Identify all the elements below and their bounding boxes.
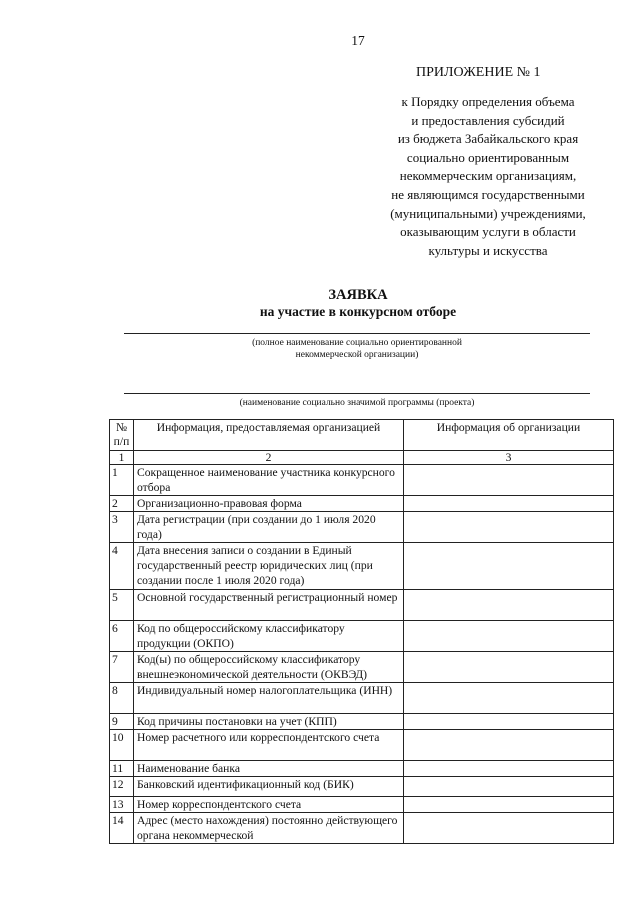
appendix-title: ПРИЛОЖЕНИЕ № 1 [416, 65, 541, 80]
row-value-cell[interactable] [404, 512, 614, 543]
row-value-cell[interactable] [404, 813, 614, 844]
row-label: Основной государственный регистрационный номер [134, 590, 404, 621]
program-name-line [124, 393, 590, 394]
row-label: Организационно-правовая форма [134, 496, 404, 512]
row-number: 6 [110, 621, 134, 652]
row-value-cell[interactable] [404, 761, 614, 777]
table-header-row [110, 420, 614, 451]
organization-info-table [109, 419, 614, 844]
caption-line: (полное наименование социально ориентированной [252, 338, 462, 348]
row-number: 10 [110, 730, 134, 761]
row-label: Дата регистрации (при создании до 1 июля 2020 года) [134, 512, 404, 543]
appendix-line: (муниципальными) учреждениями, [390, 205, 586, 221]
table-row [110, 465, 614, 496]
table-row [110, 652, 614, 683]
table-row [110, 590, 614, 621]
table-row [110, 813, 614, 844]
table-row [110, 496, 614, 512]
row-number: 2 [110, 496, 134, 512]
header-info-about: Информация об организации [404, 420, 614, 451]
row-value-cell[interactable] [404, 714, 614, 730]
appendix-line: из бюджета Забайкальского края [397, 131, 579, 147]
row-label: Дата внесения записи о создании в Единый государственный реестр юридических лиц (при создании после 1 июля 2020 года) [134, 543, 404, 590]
row-value-cell[interactable] [404, 590, 614, 621]
row-label: Номер расчетного или корреспондентского счета [134, 730, 404, 761]
column-number: 2 [134, 451, 404, 465]
document-title: ЗАЯВКА [328, 287, 388, 303]
column-number: 3 [404, 451, 614, 465]
row-number: 5 [110, 590, 134, 621]
row-number: 13 [110, 797, 134, 813]
row-number: 7 [110, 652, 134, 683]
page-number: 17 [351, 33, 365, 48]
appendix-line: социально ориентированным [406, 149, 570, 165]
row-label: Код причины постановки на учет (КПП) [134, 714, 404, 730]
row-value-cell[interactable] [404, 652, 614, 683]
row-label: Адрес (место нахождения) постоянно действующего органа некоммерческой [134, 813, 404, 844]
row-value-cell[interactable] [404, 797, 614, 813]
organization-name-caption [124, 338, 590, 361]
column-number-row [110, 451, 614, 465]
row-label: Банковский идентификационный код (БИК) [134, 777, 404, 797]
program-name-caption: (наименование социально значимой программы (проекта) [239, 398, 475, 408]
row-value-cell[interactable] [404, 777, 614, 797]
row-value-cell[interactable] [404, 543, 614, 590]
row-value-cell[interactable] [404, 496, 614, 512]
row-number: 12 [110, 777, 134, 797]
column-number: 1 [110, 451, 134, 465]
row-value-cell[interactable] [404, 683, 614, 714]
row-label: Номер корреспондентского счета [134, 797, 404, 813]
document-subtitle: на участие в конкурсном отборе [259, 304, 457, 319]
appendix-line: оказывающим услуги в области [400, 224, 576, 240]
header-number: № п/п [110, 420, 134, 451]
table-row [110, 730, 614, 761]
appendix-line: культуры и искусства [428, 242, 548, 258]
row-number: 3 [110, 512, 134, 543]
appendix-line: не являющимся государственными [391, 186, 585, 202]
table-row [110, 543, 614, 590]
table-row [110, 777, 614, 797]
row-label: Наименование банка [134, 761, 404, 777]
caption-line: некоммерческой организации) [295, 349, 419, 360]
row-label: Сокращенное наименование участника конкурсного отбора [134, 465, 404, 496]
row-number: 1 [110, 465, 134, 496]
appendix-line: и предоставления субсидий [411, 112, 565, 128]
appendix-line: некоммерческим организациям, [399, 168, 577, 184]
table-row [110, 683, 614, 714]
appendix-line: к Порядку определения объема [401, 94, 575, 109]
row-value-cell[interactable] [404, 621, 614, 652]
row-number: 9 [110, 714, 134, 730]
table-row [110, 621, 614, 652]
row-value-cell[interactable] [404, 730, 614, 761]
appendix-body [368, 93, 608, 260]
row-number: 14 [110, 813, 134, 844]
table-row [110, 761, 614, 777]
row-number: 4 [110, 543, 134, 590]
table-row [110, 797, 614, 813]
header-info-provided: Информация, предоставляемая организацией [134, 420, 404, 451]
row-label: Код(ы) по общероссийскому классификатору внешнеэкономической деятельности (ОКВЭД) [134, 652, 404, 683]
row-label: Код по общероссийскому классификатору продукции (ОКПО) [134, 621, 404, 652]
table-row [110, 512, 614, 543]
row-value-cell[interactable] [404, 465, 614, 496]
organization-name-line [124, 333, 590, 334]
row-number: 8 [110, 683, 134, 714]
table-row [110, 714, 614, 730]
row-number: 11 [110, 761, 134, 777]
row-label: Индивидуальный номер налогоплательщика (ИНН) [134, 683, 404, 714]
